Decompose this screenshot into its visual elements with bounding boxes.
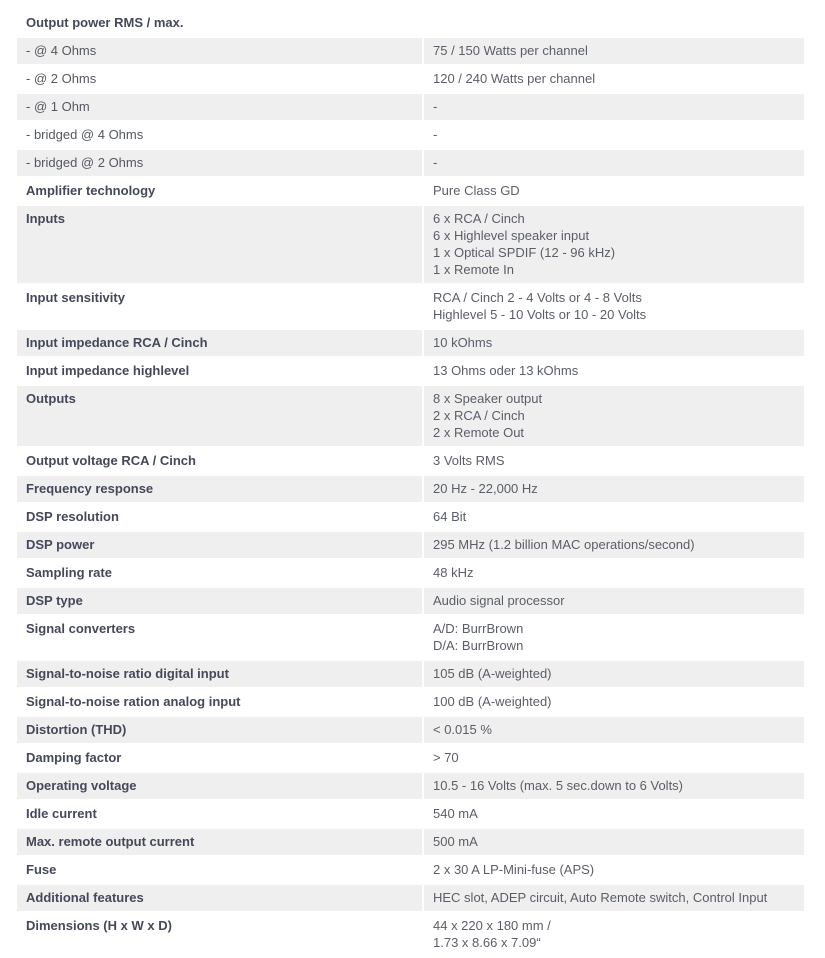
spec-value-line: Audio signal processor <box>433 593 565 608</box>
spec-value <box>424 330 804 356</box>
spec-label: Inputs <box>17 206 424 283</box>
spec-label: DSP type <box>17 588 424 614</box>
spec-value <box>424 386 804 446</box>
spec-value <box>424 358 804 384</box>
spec-row <box>17 38 804 64</box>
spec-value <box>424 38 804 64</box>
spec-label: Fuse <box>17 857 424 883</box>
spec-value <box>424 66 804 92</box>
spec-value <box>424 745 804 771</box>
spec-row <box>17 358 804 384</box>
spec-row <box>17 616 804 659</box>
spec-row <box>17 661 804 687</box>
spec-row <box>17 829 804 855</box>
spec-value-line: A/D: BurrBrown <box>433 621 524 636</box>
spec-value-line: 3 Volts RMS <box>433 453 505 468</box>
spec-row <box>17 885 804 911</box>
spec-label: Distortion (THD) <box>17 717 424 743</box>
spec-row <box>17 178 804 204</box>
spec-value <box>424 94 804 120</box>
spec-value <box>424 532 804 558</box>
spec-value <box>424 178 804 204</box>
spec-value-line: 6 x Highlevel speaker input <box>433 228 590 243</box>
spec-value <box>424 476 804 502</box>
spec-value-line: Pure Class GD <box>433 183 520 198</box>
spec-label: - bridged @ 4 Ohms <box>17 122 424 148</box>
spec-value <box>424 773 804 799</box>
spec-value-line: 120 / 240 Watts per channel <box>433 71 596 86</box>
spec-value-line: - <box>433 155 438 170</box>
spec-value <box>424 10 804 36</box>
spec-value-line: < 0.015 % <box>433 722 492 737</box>
spec-value-line: 48 kHz <box>433 565 474 580</box>
spec-label: Damping factor <box>17 745 424 771</box>
spec-value-line: RCA / Cinch 2 - 4 Volts or 4 - 8 Volts <box>433 290 642 305</box>
spec-value-line: 20 Hz - 22,000 Hz <box>433 481 538 496</box>
spec-label: Signal converters <box>17 616 424 659</box>
spec-value <box>424 588 804 614</box>
spec-label: Max. remote output current <box>17 829 424 855</box>
spec-value-line: HEC slot, ADEP circuit, Auto Remote switch, Control Input <box>433 890 768 905</box>
spec-value-line: D/A: BurrBrown <box>433 638 524 653</box>
spec-row <box>17 588 804 614</box>
spec-row <box>17 206 804 283</box>
spec-value <box>424 122 804 148</box>
spec-label: Sampling rate <box>17 560 424 586</box>
spec-label: Additional features <box>17 885 424 911</box>
spec-value-line: 44 x 220 x 180 mm / <box>433 918 551 933</box>
spec-value-line: 10 kOhms <box>433 335 493 350</box>
spec-label: Output power RMS / max. <box>17 10 424 36</box>
spec-row <box>17 476 804 502</box>
spec-value <box>424 504 804 530</box>
spec-label: Operating voltage <box>17 773 424 799</box>
spec-row <box>17 913 804 956</box>
spec-value <box>424 560 804 586</box>
spec-value-line: 10.5 - 16 Volts (max. 5 sec.down to 6 Volts) <box>433 778 684 793</box>
spec-value <box>424 717 804 743</box>
spec-label: Amplifier technology <box>17 178 424 204</box>
spec-value <box>424 150 804 176</box>
spec-row <box>17 10 804 36</box>
spec-value <box>424 206 804 283</box>
spec-label: Outputs <box>17 386 424 446</box>
spec-value-line: 2 x RCA / Cinch <box>433 408 525 423</box>
spec-label: Input impedance highlevel <box>17 358 424 384</box>
spec-label: Frequency response <box>17 476 424 502</box>
spec-value-line: 1 x Remote In <box>433 262 514 277</box>
spec-value-line: 500 mA <box>433 834 478 849</box>
spec-value-line: 2 x 30 A LP-Mini-fuse (APS) <box>433 862 595 877</box>
spec-value <box>424 448 804 474</box>
spec-value <box>424 857 804 883</box>
spec-value-line: 105 dB (A-weighted) <box>433 666 552 681</box>
spec-value-line: > 70 <box>433 750 459 765</box>
spec-row <box>17 689 804 715</box>
spec-value-line: 75 / 150 Watts per channel <box>433 43 588 58</box>
spec-row <box>17 801 804 827</box>
spec-label: - @ 4 Ohms <box>17 38 424 64</box>
spec-value-line: 100 dB (A-weighted) <box>433 694 552 709</box>
spec-row <box>17 66 804 92</box>
spec-row <box>17 330 804 356</box>
spec-value-line: 13 Ohms oder 13 kOhms <box>433 363 579 378</box>
spec-label: Input sensitivity <box>17 285 424 328</box>
spec-row <box>17 448 804 474</box>
spec-row <box>17 285 804 328</box>
spec-value-line: Highlevel 5 - 10 Volts or 10 - 20 Volts <box>433 307 647 322</box>
spec-label: Input impedance RCA / Cinch <box>17 330 424 356</box>
spec-label: Signal-to-noise ration analog input <box>17 689 424 715</box>
spec-value <box>424 285 804 328</box>
spec-label: - bridged @ 2 Ohms <box>17 150 424 176</box>
spec-row <box>17 773 804 799</box>
spec-row <box>17 386 804 446</box>
spec-row <box>17 94 804 120</box>
spec-label: Signal-to-noise ratio digital input <box>17 661 424 687</box>
spec-value-line: 64 Bit <box>433 509 467 524</box>
spec-value-line: 1.73 x 8.66 x 7.09“ <box>433 935 541 950</box>
spec-value <box>424 661 804 687</box>
spec-value-line: 6 x RCA / Cinch <box>433 211 525 226</box>
spec-value-line: 1 x Optical SPDIF (12 - 96 kHz) <box>433 245 616 260</box>
spec-value-line: 8 x Speaker output <box>433 391 543 406</box>
spec-value <box>424 829 804 855</box>
spec-row <box>17 560 804 586</box>
spec-value <box>424 616 804 659</box>
spec-value <box>424 801 804 827</box>
spec-row <box>17 857 804 883</box>
spec-row <box>17 745 804 771</box>
spec-label: DSP power <box>17 532 424 558</box>
spec-value-line: - <box>433 127 438 142</box>
spec-label: Output voltage RCA / Cinch <box>17 448 424 474</box>
spec-label: - @ 1 Ohm <box>17 94 424 120</box>
spec-row <box>17 150 804 176</box>
spec-label: DSP resolution <box>17 504 424 530</box>
spec-value-line: - <box>433 99 438 114</box>
spec-label: Idle current <box>17 801 424 827</box>
spec-value <box>424 885 804 911</box>
spec-row <box>17 122 804 148</box>
spec-table-body <box>17 10 804 956</box>
spec-value <box>424 913 804 956</box>
spec-value-line: 540 mA <box>433 806 478 821</box>
spec-value-line: 2 x Remote Out <box>433 425 525 440</box>
spec-table <box>17 8 804 958</box>
spec-row <box>17 504 804 530</box>
spec-row <box>17 717 804 743</box>
spec-label: Dimensions (H x W x D) <box>17 913 424 956</box>
spec-value-line: 295 MHz (1.2 billion MAC operations/second) <box>433 537 695 552</box>
spec-row <box>17 532 804 558</box>
spec-value <box>424 689 804 715</box>
spec-label: - @ 2 Ohms <box>17 66 424 92</box>
